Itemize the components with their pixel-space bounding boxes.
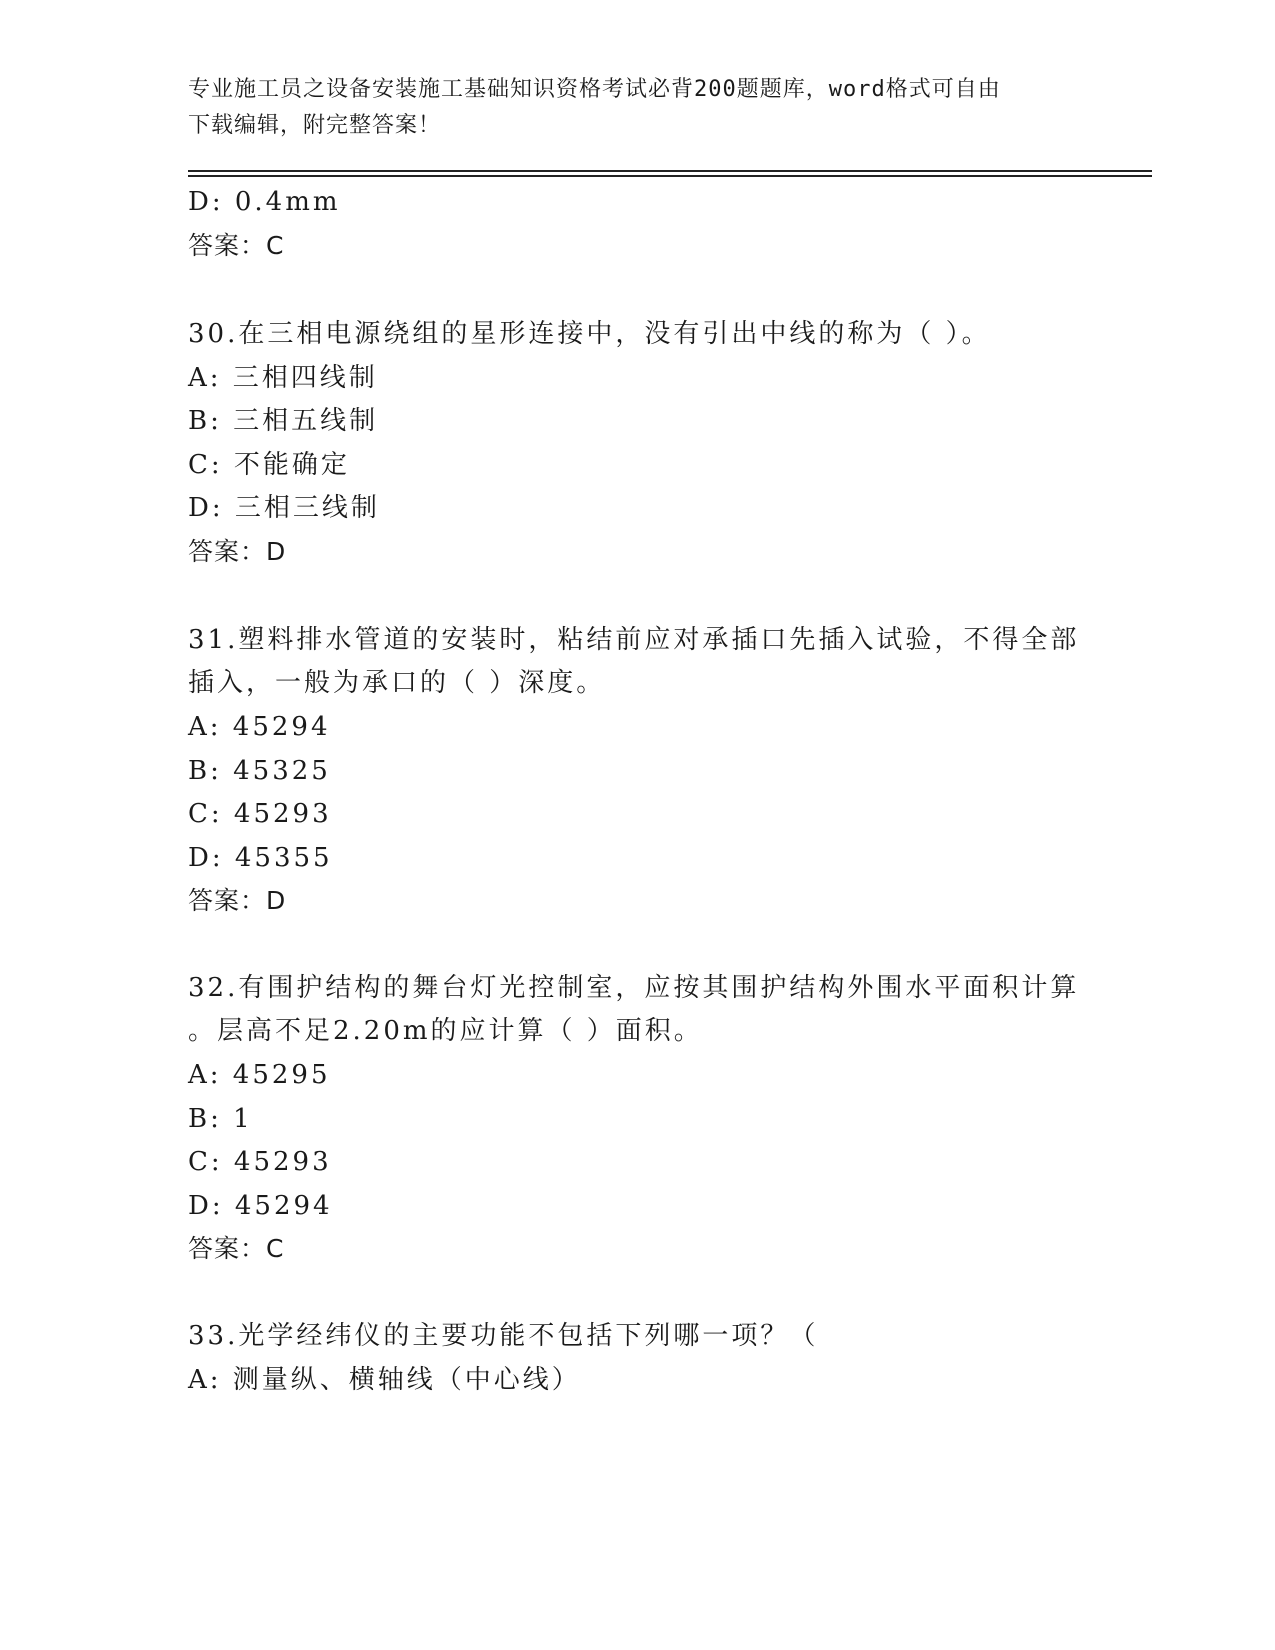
q33-stem: 33.光学经纬仪的主要功能不包括下列哪一项？（: [188, 1321, 819, 1351]
q32-option-c: C: 45293: [188, 1147, 332, 1177]
q31-answer: 答案：D: [188, 886, 287, 915]
q32-option-d: D: 45294: [188, 1191, 333, 1221]
q32-answer: 答案：C: [188, 1234, 285, 1263]
q32-option-a: A: 45295: [188, 1060, 331, 1090]
q32-stem-line-1: 32.有围护结构的舞台灯光控制室，应按其围护结构外围水平面积计算: [188, 973, 1080, 1003]
q30-option-b: B: 三相五线制: [188, 406, 379, 436]
prev-answer: 答案：C: [188, 231, 285, 260]
document-header: [188, 72, 1088, 144]
q32-option-b: B: 1: [188, 1104, 253, 1134]
q31-option-d: D: 45355: [188, 843, 333, 873]
q32-stem-line-2: 。层高不足2.20m的应计算（ ）面积。: [188, 1016, 703, 1046]
q30-option-c: C: 不能确定: [188, 450, 350, 480]
q31-option-b: B: 45325: [188, 756, 331, 786]
q31-stem-line-2: 插入，一般为承口的（ ）深度。: [188, 668, 606, 698]
q30-option-d: D: 三相三线制: [188, 493, 380, 523]
q33-option-a: A: 测量纵、横轴线（中心线）: [188, 1365, 581, 1395]
q31-stem-line-1: 31.塑料排水管道的安装时，粘结前应对承插口先插入试验，不得全部: [188, 625, 1080, 655]
q30-stem: 30.在三相电源绕组的星形连接中，没有引出中线的称为（ ）。: [188, 319, 991, 349]
q31-option-c: C: 45293: [188, 799, 332, 829]
q31-option-a: A: 45294: [188, 712, 331, 742]
q30-answer: 答案：D: [188, 537, 287, 566]
header-title-line-1: 专业施工员之设备安装施工基础知识资格考试必背200题题库，word格式可自由: [188, 77, 1001, 102]
prev-option-d: D: 0.4mm: [188, 187, 341, 217]
header-divider-bottom: [188, 175, 1152, 177]
header-divider-top: [188, 170, 1152, 172]
header-title-line-2: 下载编辑，附完整答案！: [188, 113, 442, 138]
q30-option-a: A: 三相四线制: [188, 363, 378, 393]
